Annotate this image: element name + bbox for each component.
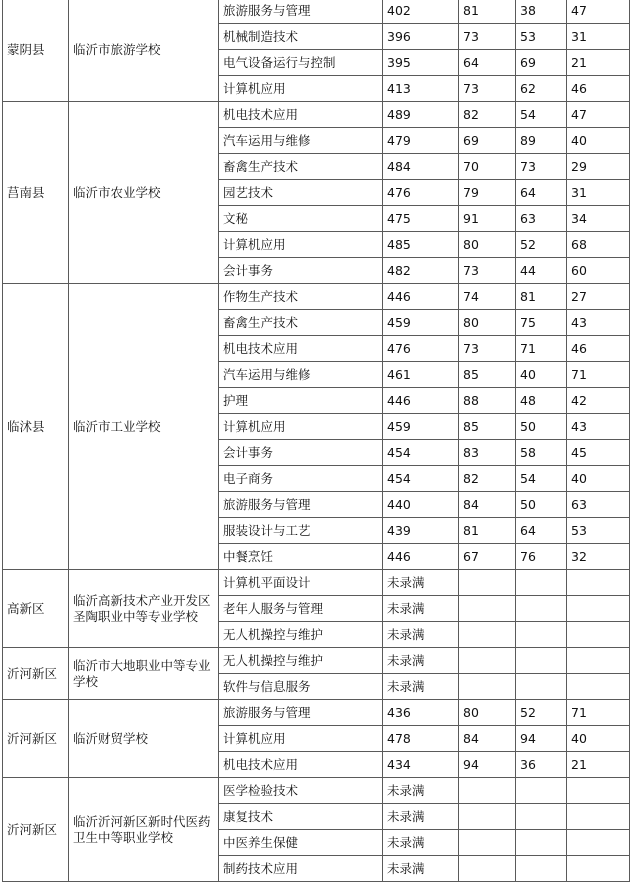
value-cell-3: 46 [567, 76, 630, 102]
value-cell-3: 71 [567, 362, 630, 388]
value-cell-3: 21 [567, 50, 630, 76]
score-cell: 未录满 [383, 674, 459, 700]
score-cell: 未录满 [383, 648, 459, 674]
major-cell: 作物生产技术 [219, 284, 383, 310]
score-cell: 未录满 [383, 856, 459, 882]
value-cell-1: 70 [459, 154, 516, 180]
value-cell-1: 73 [459, 258, 516, 284]
major-cell: 计算机应用 [219, 232, 383, 258]
value-cell-1: 91 [459, 206, 516, 232]
value-cell-2: 50 [516, 414, 567, 440]
table-row [3, 648, 630, 674]
value-cell-2: 69 [516, 50, 567, 76]
school-cell: 临沂财贸学校 [69, 700, 219, 778]
major-cell: 会计事务 [219, 440, 383, 466]
value-cell-3: 63 [567, 492, 630, 518]
value-cell-2: 94 [516, 726, 567, 752]
value-cell-1: 85 [459, 362, 516, 388]
major-cell: 中医养生保健 [219, 830, 383, 856]
value-cell-1: 73 [459, 24, 516, 50]
value-cell-3: 34 [567, 206, 630, 232]
value-cell-3 [567, 804, 630, 830]
value-cell-3: 68 [567, 232, 630, 258]
value-cell-3 [567, 674, 630, 700]
major-cell: 计算机应用 [219, 76, 383, 102]
value-cell-1 [459, 570, 516, 596]
table-body [3, 0, 630, 882]
value-cell-1 [459, 596, 516, 622]
county-cell: 沂河新区 [3, 778, 69, 882]
value-cell-2 [516, 674, 567, 700]
major-cell: 康复技术 [219, 804, 383, 830]
score-cell: 476 [383, 180, 459, 206]
major-cell: 旅游服务与管理 [219, 492, 383, 518]
value-cell-1: 81 [459, 0, 516, 24]
score-cell: 未录满 [383, 622, 459, 648]
score-cell: 440 [383, 492, 459, 518]
value-cell-2: 44 [516, 258, 567, 284]
value-cell-2: 38 [516, 0, 567, 24]
value-cell-1 [459, 856, 516, 882]
score-cell: 434 [383, 752, 459, 778]
value-cell-2: 81 [516, 284, 567, 310]
county-cell: 临沭县 [3, 284, 69, 570]
value-cell-2: 58 [516, 440, 567, 466]
major-cell: 畜禽生产技术 [219, 310, 383, 336]
school-cell: 临沂市旅游学校 [69, 0, 219, 102]
value-cell-2: 64 [516, 518, 567, 544]
value-cell-1: 82 [459, 102, 516, 128]
score-cell: 478 [383, 726, 459, 752]
value-cell-3 [567, 570, 630, 596]
major-cell: 园艺技术 [219, 180, 383, 206]
value-cell-3: 45 [567, 440, 630, 466]
value-cell-3: 47 [567, 102, 630, 128]
score-cell: 459 [383, 310, 459, 336]
value-cell-2: 75 [516, 310, 567, 336]
value-cell-2 [516, 856, 567, 882]
value-cell-2: 54 [516, 102, 567, 128]
value-cell-3: 40 [567, 466, 630, 492]
score-cell: 479 [383, 128, 459, 154]
value-cell-2 [516, 648, 567, 674]
value-cell-3: 47 [567, 0, 630, 24]
score-cell: 454 [383, 440, 459, 466]
major-cell: 电子商务 [219, 466, 383, 492]
score-cell: 454 [383, 466, 459, 492]
score-cell: 未录满 [383, 596, 459, 622]
major-cell: 无人机操控与维护 [219, 622, 383, 648]
score-cell: 484 [383, 154, 459, 180]
table-row [3, 284, 630, 310]
value-cell-3: 27 [567, 284, 630, 310]
table-row [3, 102, 630, 128]
major-cell: 软件与信息服务 [219, 674, 383, 700]
value-cell-1: 73 [459, 76, 516, 102]
value-cell-1: 84 [459, 726, 516, 752]
value-cell-1: 88 [459, 388, 516, 414]
value-cell-2: 73 [516, 154, 567, 180]
admission-score-table [2, 0, 630, 882]
major-cell: 机电技术应用 [219, 336, 383, 362]
value-cell-1: 73 [459, 336, 516, 362]
major-cell: 机电技术应用 [219, 752, 383, 778]
major-cell: 老年人服务与管理 [219, 596, 383, 622]
value-cell-3: 40 [567, 726, 630, 752]
school-cell: 临沂市农业学校 [69, 102, 219, 284]
value-cell-2: 53 [516, 24, 567, 50]
major-cell: 医学检验技术 [219, 778, 383, 804]
score-cell: 未录满 [383, 570, 459, 596]
value-cell-1: 74 [459, 284, 516, 310]
value-cell-1 [459, 648, 516, 674]
value-cell-1: 82 [459, 466, 516, 492]
value-cell-3: 71 [567, 700, 630, 726]
value-cell-2 [516, 596, 567, 622]
value-cell-3 [567, 830, 630, 856]
value-cell-1: 69 [459, 128, 516, 154]
value-cell-1 [459, 804, 516, 830]
table-row [3, 570, 630, 596]
major-cell: 计算机应用 [219, 414, 383, 440]
major-cell: 护理 [219, 388, 383, 414]
major-cell: 文秘 [219, 206, 383, 232]
value-cell-3: 21 [567, 752, 630, 778]
major-cell: 电气设备运行与控制 [219, 50, 383, 76]
value-cell-2: 76 [516, 544, 567, 570]
major-cell: 中餐烹饪 [219, 544, 383, 570]
major-cell: 旅游服务与管理 [219, 700, 383, 726]
value-cell-2 [516, 804, 567, 830]
value-cell-1: 80 [459, 232, 516, 258]
major-cell: 汽车运用与维修 [219, 362, 383, 388]
value-cell-2: 71 [516, 336, 567, 362]
value-cell-1: 81 [459, 518, 516, 544]
value-cell-2: 50 [516, 492, 567, 518]
school-cell: 临沂高新技术产业开发区圣陶职业中等专业学校 [69, 570, 219, 648]
school-cell: 临沂市大地职业中等专业学校 [69, 648, 219, 700]
value-cell-3: 40 [567, 128, 630, 154]
value-cell-3 [567, 622, 630, 648]
major-cell: 服装设计与工艺 [219, 518, 383, 544]
value-cell-3 [567, 596, 630, 622]
value-cell-1 [459, 674, 516, 700]
value-cell-1: 67 [459, 544, 516, 570]
value-cell-2: 62 [516, 76, 567, 102]
major-cell: 无人机操控与维护 [219, 648, 383, 674]
value-cell-1: 84 [459, 492, 516, 518]
major-cell: 计算机应用 [219, 726, 383, 752]
score-cell: 未录满 [383, 830, 459, 856]
value-cell-3: 43 [567, 414, 630, 440]
score-cell: 未录满 [383, 778, 459, 804]
value-cell-1 [459, 830, 516, 856]
table-row [3, 700, 630, 726]
value-cell-2: 48 [516, 388, 567, 414]
value-cell-1 [459, 778, 516, 804]
score-cell: 482 [383, 258, 459, 284]
value-cell-1: 80 [459, 700, 516, 726]
value-cell-2: 52 [516, 700, 567, 726]
score-cell: 395 [383, 50, 459, 76]
value-cell-3 [567, 648, 630, 674]
value-cell-2: 89 [516, 128, 567, 154]
value-cell-2 [516, 570, 567, 596]
score-cell: 436 [383, 700, 459, 726]
value-cell-3: 31 [567, 24, 630, 50]
county-cell: 高新区 [3, 570, 69, 648]
score-cell: 475 [383, 206, 459, 232]
score-cell: 461 [383, 362, 459, 388]
major-cell: 机电技术应用 [219, 102, 383, 128]
major-cell: 汽车运用与维修 [219, 128, 383, 154]
value-cell-3 [567, 778, 630, 804]
score-cell: 459 [383, 414, 459, 440]
major-cell: 计算机平面设计 [219, 570, 383, 596]
school-cell: 临沂市工业学校 [69, 284, 219, 570]
table-row [3, 778, 630, 804]
value-cell-3 [567, 856, 630, 882]
value-cell-2: 52 [516, 232, 567, 258]
value-cell-2: 36 [516, 752, 567, 778]
score-cell: 402 [383, 0, 459, 24]
value-cell-3: 60 [567, 258, 630, 284]
major-cell: 机械制造技术 [219, 24, 383, 50]
major-cell: 旅游服务与管理 [219, 0, 383, 24]
score-cell: 446 [383, 284, 459, 310]
value-cell-2: 63 [516, 206, 567, 232]
value-cell-3: 43 [567, 310, 630, 336]
county-cell: 莒南县 [3, 102, 69, 284]
score-cell: 未录满 [383, 804, 459, 830]
value-cell-1: 80 [459, 310, 516, 336]
value-cell-2: 64 [516, 180, 567, 206]
major-cell: 会计事务 [219, 258, 383, 284]
value-cell-3: 31 [567, 180, 630, 206]
value-cell-3: 42 [567, 388, 630, 414]
value-cell-2: 54 [516, 466, 567, 492]
school-cell: 临沂沂河新区新时代医药卫生中等职业学校 [69, 778, 219, 882]
major-cell: 畜禽生产技术 [219, 154, 383, 180]
value-cell-2 [516, 830, 567, 856]
value-cell-2: 40 [516, 362, 567, 388]
value-cell-3: 53 [567, 518, 630, 544]
score-cell: 485 [383, 232, 459, 258]
value-cell-1: 94 [459, 752, 516, 778]
score-cell: 396 [383, 24, 459, 50]
value-cell-1: 85 [459, 414, 516, 440]
value-cell-3: 29 [567, 154, 630, 180]
value-cell-1: 64 [459, 50, 516, 76]
score-cell: 413 [383, 76, 459, 102]
score-cell: 476 [383, 336, 459, 362]
value-cell-2 [516, 778, 567, 804]
value-cell-1 [459, 622, 516, 648]
county-cell: 沂河新区 [3, 700, 69, 778]
score-cell: 439 [383, 518, 459, 544]
score-cell: 489 [383, 102, 459, 128]
county-cell: 蒙阴县 [3, 0, 69, 102]
score-cell: 446 [383, 544, 459, 570]
score-cell: 446 [383, 388, 459, 414]
value-cell-1: 79 [459, 180, 516, 206]
value-cell-2 [516, 622, 567, 648]
value-cell-3: 46 [567, 336, 630, 362]
county-cell: 沂河新区 [3, 648, 69, 700]
table-row [3, 0, 630, 24]
major-cell: 制药技术应用 [219, 856, 383, 882]
value-cell-3: 32 [567, 544, 630, 570]
value-cell-1: 83 [459, 440, 516, 466]
